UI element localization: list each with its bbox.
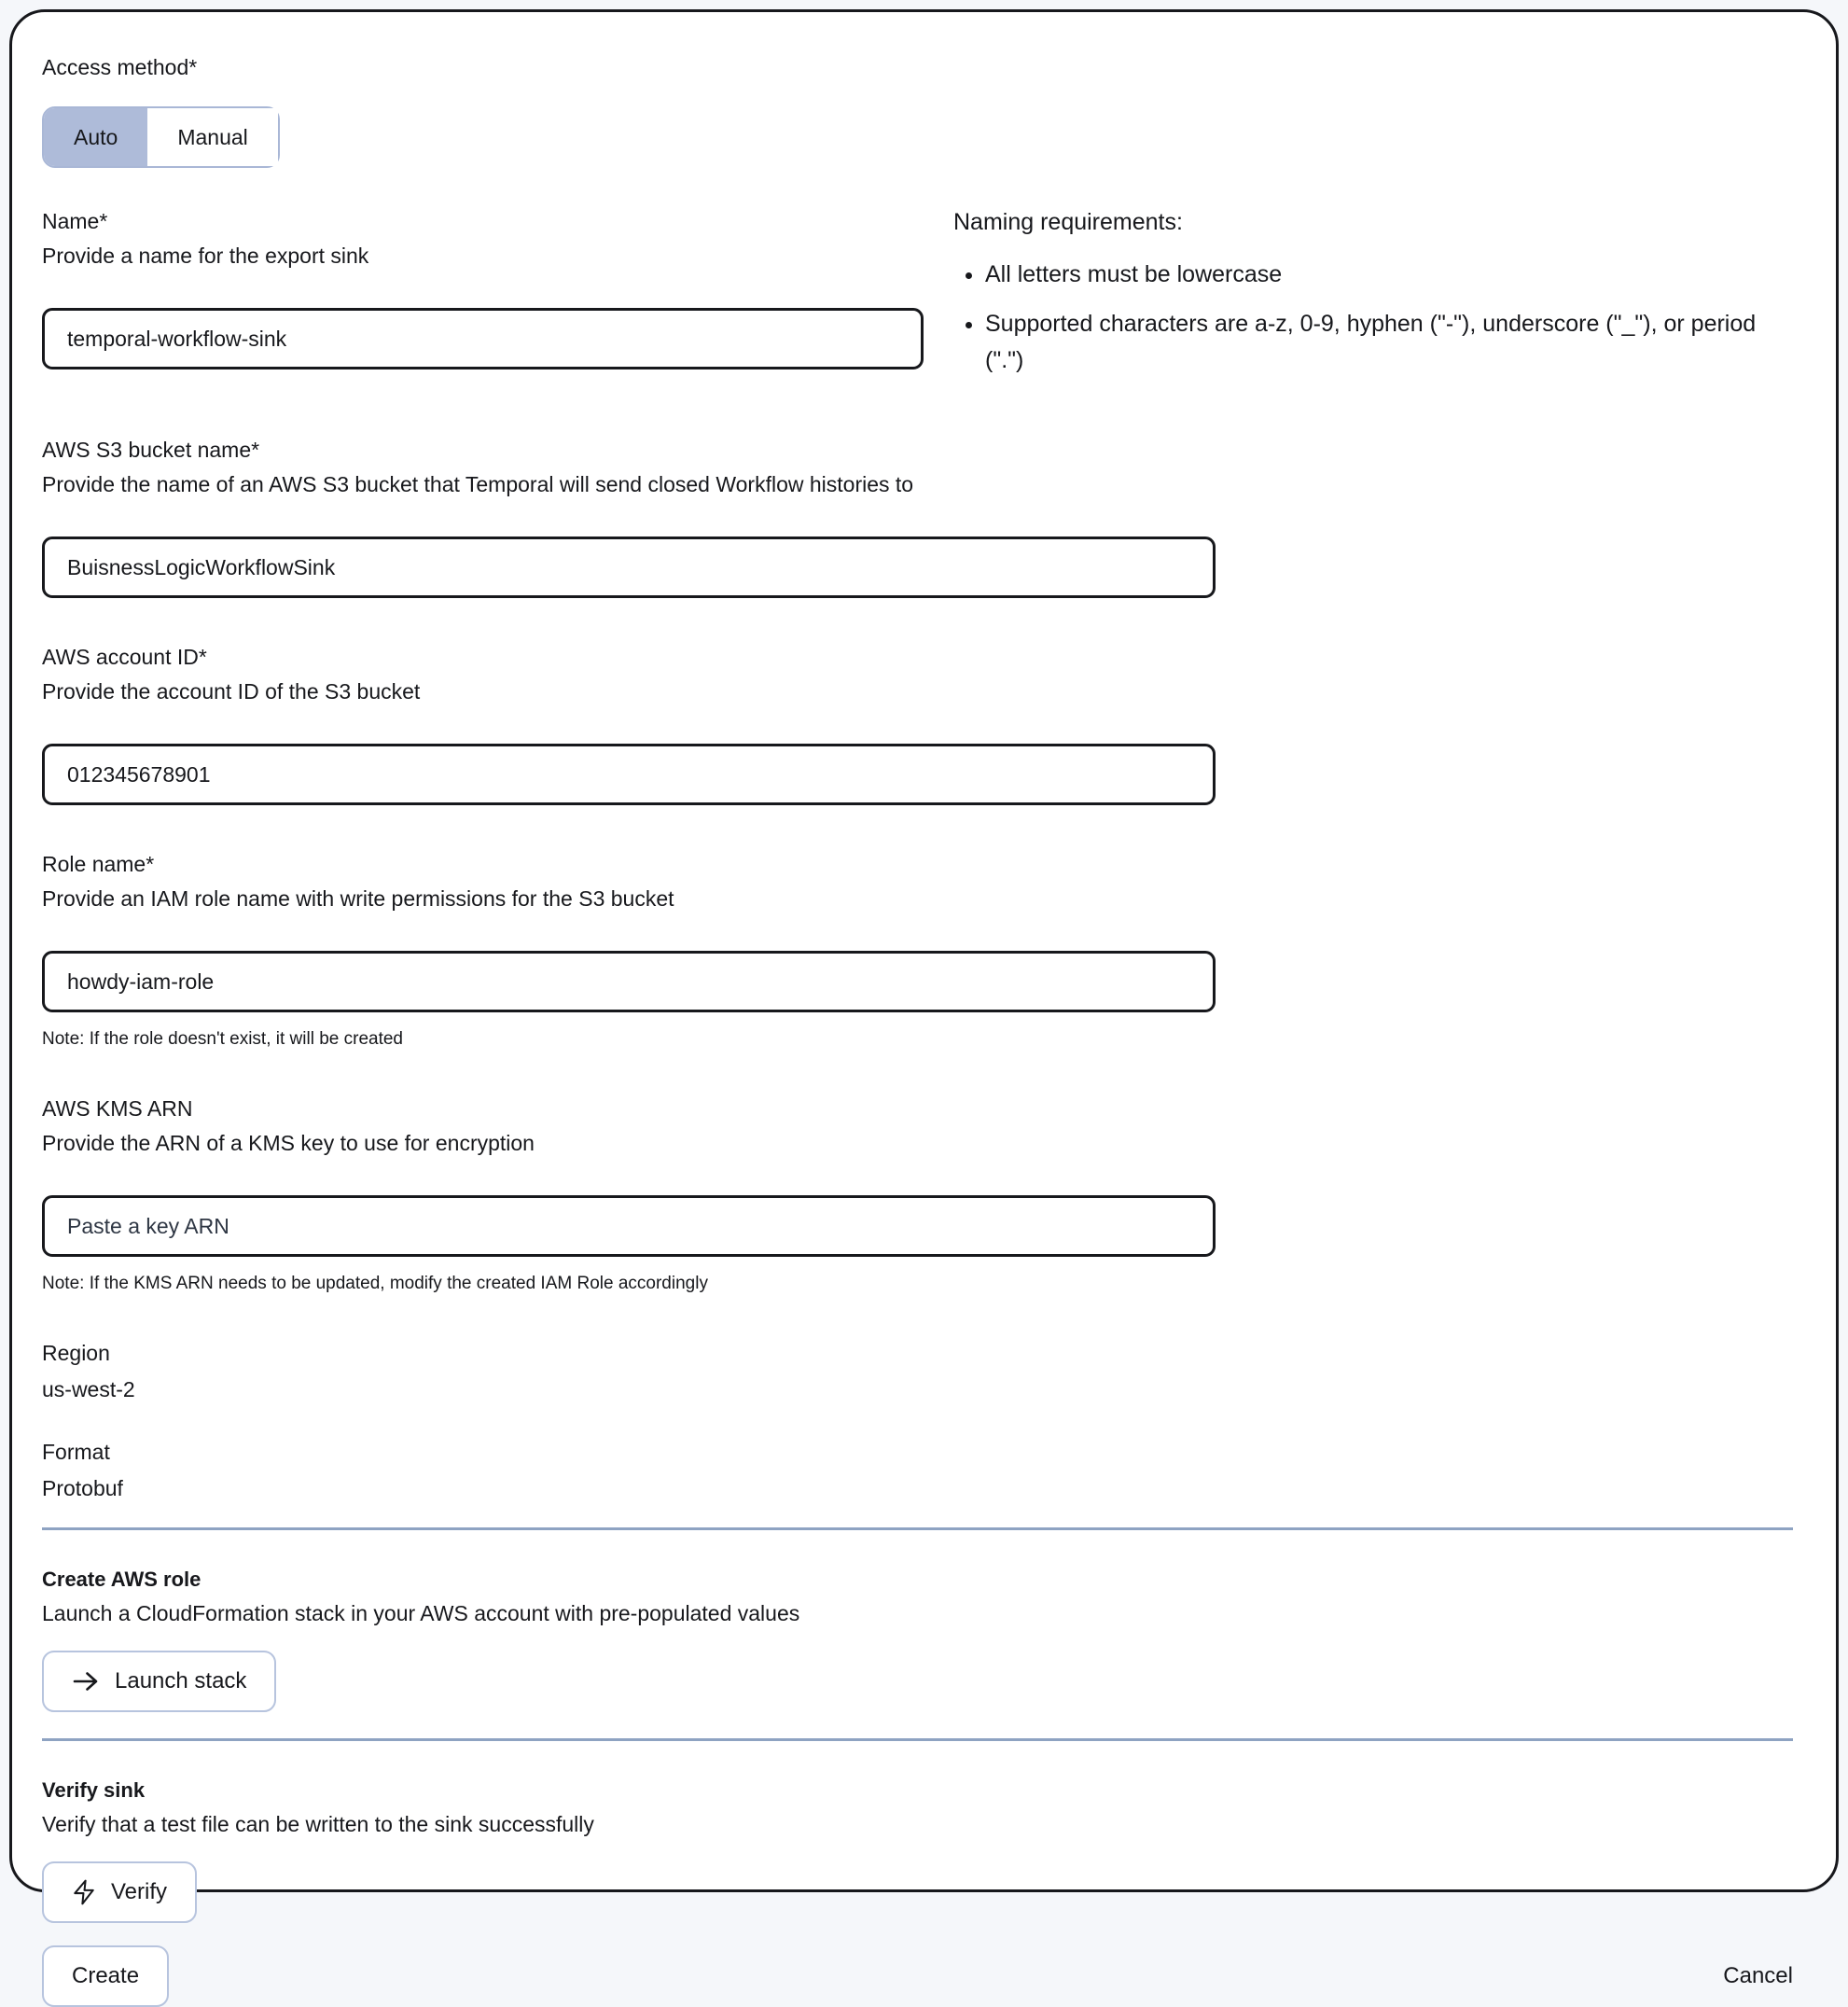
verify-button[interactable]	[42, 1861, 197, 1923]
verify-sink-title: Verify sink	[42, 1778, 146, 1803]
launch-stack-button-label: Launch stack	[115, 1668, 247, 1694]
arrow-right-icon	[72, 1669, 100, 1693]
s3-bucket-label: AWS S3 bucket name*	[42, 438, 260, 463]
cancel-button[interactable]: Cancel	[1723, 1963, 1793, 1989]
access-method-option-auto[interactable]: Auto	[44, 108, 147, 166]
kms-arn-label: AWS KMS ARN	[42, 1096, 193, 1122]
launch-stack-button[interactable]	[42, 1651, 276, 1712]
role-name-input[interactable]	[42, 951, 1216, 1012]
s3-bucket-input[interactable]	[42, 537, 1216, 598]
verify-sink-description: Verify that a test file can be written to the sink successfully	[42, 1812, 594, 1837]
lightning-bolt-icon	[72, 1879, 96, 1905]
access-method-option-manual[interactable]: Manual	[147, 108, 277, 166]
export-sink-form-card	[9, 9, 1839, 1989]
region-label: Region	[42, 1341, 110, 1366]
account-id-label: AWS account ID*	[42, 645, 207, 670]
naming-requirement-item: • Supported characters are a-z, 0-9, hyphen ("-"), underscore ("_"), or period (".")	[985, 306, 1793, 379]
kms-arn-input[interactable]	[42, 1195, 1216, 1257]
divider	[42, 1738, 1793, 1741]
naming-requirements	[953, 209, 1793, 391]
naming-requirements-title: Naming requirements:	[953, 209, 1183, 235]
name-input[interactable]	[42, 308, 924, 369]
access-method-label: Access method*	[42, 55, 198, 79]
name-label: Name*	[42, 209, 108, 233]
kms-arn-note: Note: If the KMS ARN needs to be updated, modify the created IAM Role accordingly	[42, 1274, 708, 1294]
account-id-input[interactable]	[42, 744, 1216, 805]
s3-bucket-description: Provide the name of an AWS S3 bucket that Temporal will send closed Workflow histories to	[42, 472, 914, 497]
create-button[interactable]	[42, 1945, 169, 2007]
name-description: Provide a name for the export sink	[42, 244, 369, 268]
role-name-description: Provide an IAM role name with write permissions for the S3 bucket	[42, 886, 674, 912]
role-name-label: Role name*	[42, 852, 155, 877]
format-value: Protobuf	[42, 1476, 123, 1501]
create-aws-role-description: Launch a CloudFormation stack in your AWS account with pre-populated values	[42, 1601, 800, 1626]
kms-arn-description: Provide the ARN of a KMS key to use for encryption	[42, 1131, 535, 1156]
verify-button-label: Verify	[111, 1879, 168, 1905]
create-aws-role-title: Create AWS role	[42, 1568, 201, 1592]
role-name-note: Note: If the role doesn't exist, it will be created	[42, 1029, 403, 1050]
naming-requirement-item: • All letters must be lowercase	[985, 257, 1793, 293]
region-value: us-west-2	[42, 1377, 135, 1402]
divider	[42, 1527, 1793, 1530]
format-label: Format	[42, 1440, 110, 1465]
create-button-label: Create	[72, 1963, 140, 1989]
account-id-description: Provide the account ID of the S3 bucket	[42, 679, 421, 704]
access-method-toggle	[42, 106, 280, 168]
